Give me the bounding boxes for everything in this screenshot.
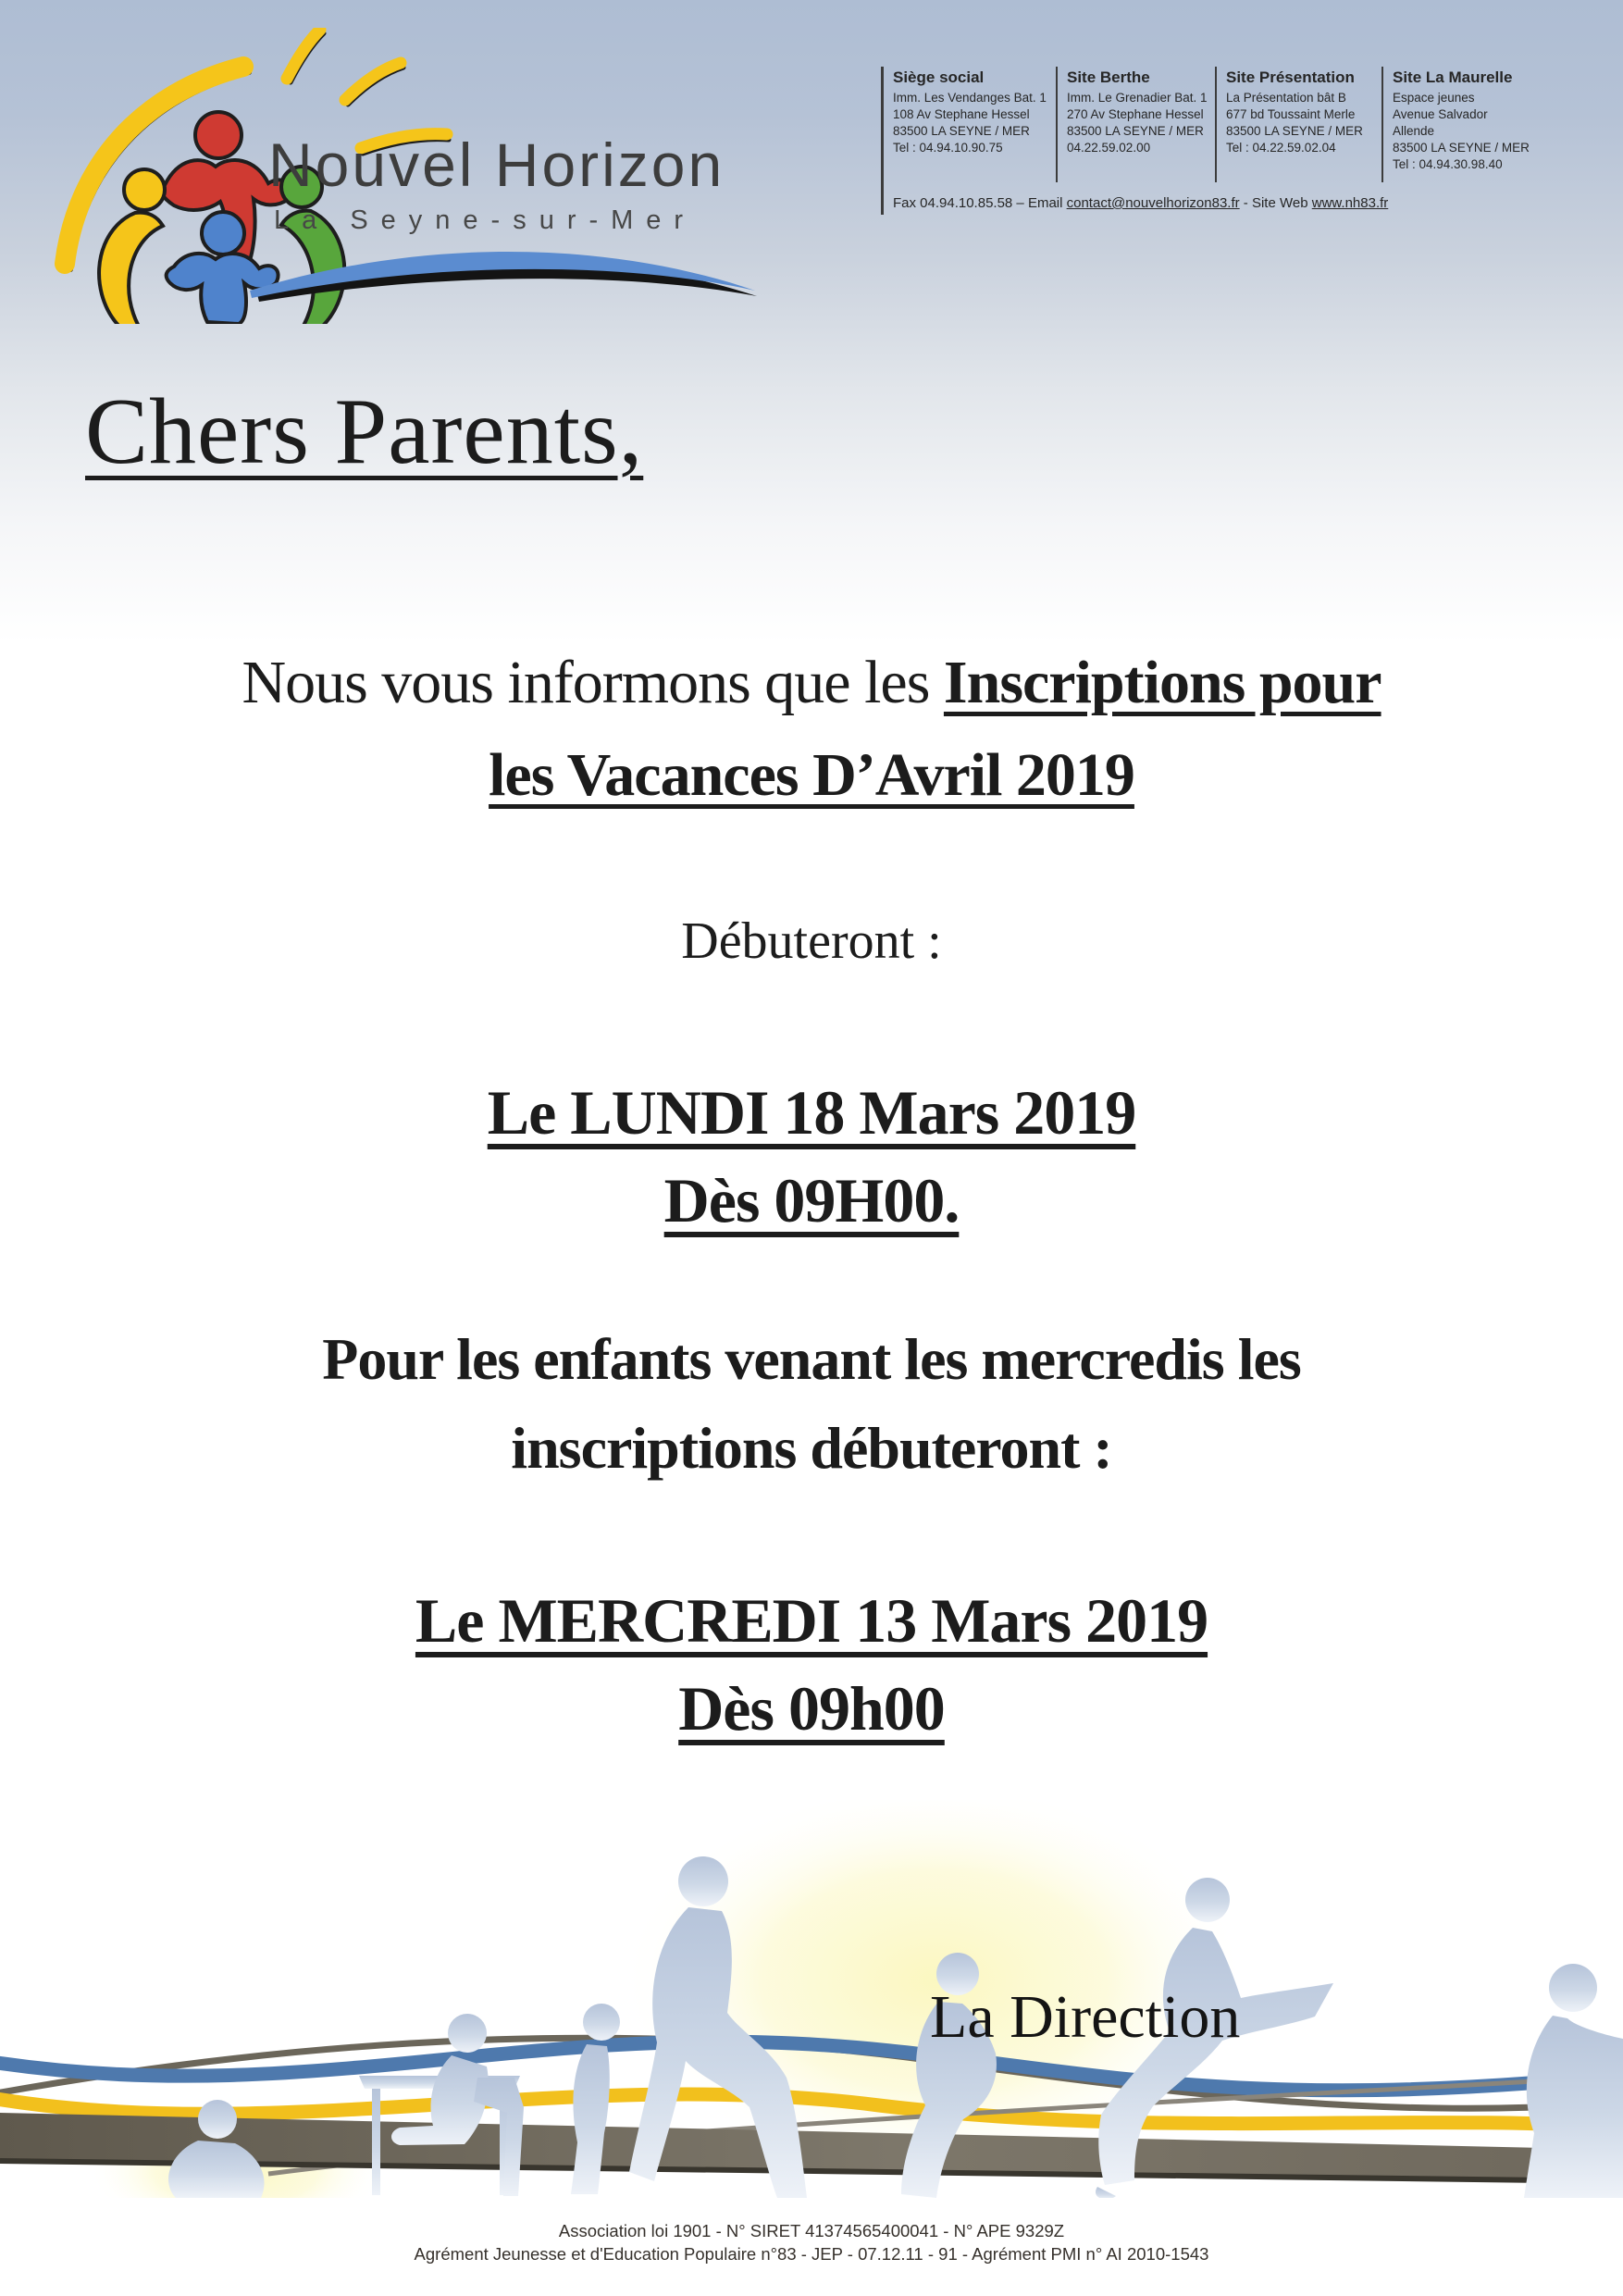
date1-line2: Dès 09H00.: [663, 1165, 960, 1235]
email-link[interactable]: contact@nouvelhorizon83.fr: [1066, 195, 1240, 211]
footer-line-1: Association loi 1901 - N° SIRET 41374565400041 - N° APE 9329Z: [558, 2221, 1065, 2240]
footer: [0, 2219, 1623, 2265]
intro-line-2: [0, 740, 1623, 811]
inscriptions-emphasis: Inscriptions pour: [943, 649, 1381, 716]
site-column-berthe: Site Berthe Imm. Le Grenadier Bat. 1 270 Av Stephane Hessel 83500 LA SEYNE / MER 04.22.59.02.00: [1056, 67, 1215, 182]
logo-title: Nouvel Horizon: [268, 130, 725, 199]
site-name: Site Berthe: [1067, 68, 1150, 86]
person-figure-blue: [167, 212, 279, 324]
mercredi-line2: inscriptions débuteront :: [511, 1415, 1112, 1481]
site-column-maurelle: Site La Maurelle Espace jeunes Avenue Salvador Allende 83500 LA SEYNE / MER Tel : 04.94.30.98.40: [1381, 67, 1604, 182]
site-name: Site Présentation: [1226, 68, 1355, 86]
date2-line1: Le MERCREDI 13 Mars 2019: [415, 1585, 1208, 1656]
date1-line1: Le LUNDI 18 Mars 2019: [487, 1077, 1136, 1148]
debut-label: Débuteront :: [681, 912, 942, 970]
site-name: Site La Maurelle: [1393, 68, 1513, 86]
contact-line: Fax 04.94.10.85.58 – Email contact@nouvelhorizon83.fr - Site Web www.nh83.fr: [893, 195, 1389, 211]
logo-subtitle: La Seyne-sur-Mer: [274, 205, 697, 235]
signature: La Direction: [930, 1983, 1241, 2051]
mercredi-line1: Pour les enfants venant les mercredis les: [322, 1326, 1301, 1392]
person-figure-yellow: [99, 169, 165, 324]
header-sites: [881, 67, 1623, 215]
intro-line-1: Nous vous informons que les Inscriptions pour: [242, 649, 1381, 716]
site-name: Siège social: [893, 68, 985, 86]
logo: [26, 28, 822, 324]
date2-line2: Dès 09h00: [678, 1673, 945, 1744]
decorative-footer-scene: [0, 1800, 1623, 2198]
website-link[interactable]: www.nh83.fr: [1311, 195, 1389, 211]
vacances-emphasis: les Vacances D’Avril 2019: [489, 741, 1134, 809]
site-column-siege: Siège social Imm. Les Vendanges Bat. 1 108 Av Stephane Hessel 83500 LA SEYNE / MER Tel : 04.94.10.90.75: [884, 67, 1056, 182]
silhouette-partial-right: [1524, 1964, 1623, 2198]
site-column-presentation: Site Présentation La Présentation bât B 677 bd Toussaint Merle 83500 LA SEYNE / MER Tel : 04.22.59.02.04: [1215, 67, 1381, 182]
salutation: Chers Parents,: [85, 379, 644, 484]
footer-line-2: Agrément Jeunesse et d'Education Populaire n°83 - JEP - 07.12.11 - 91 - Agrément PMI n° AI 2010-1543: [414, 2244, 1209, 2264]
